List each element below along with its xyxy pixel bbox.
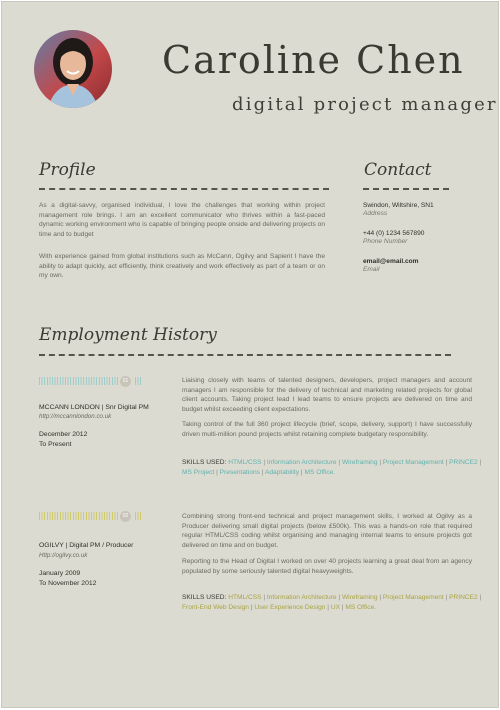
job-2-date-to: To November 2012 (39, 579, 97, 587)
job-1-company: MCCANN LONDON | Snr Digital PM (39, 404, 149, 411)
job-2-stripe-bar (39, 512, 119, 520)
profile-divider (39, 188, 329, 190)
skills-label: SKILLS USED: (182, 594, 229, 601)
skill-tag: UX (330, 604, 341, 612)
skill-separator: | (377, 594, 383, 601)
job-2-number-badge: 02 (120, 511, 131, 522)
job-2-paragraph-2: Reporting to the Head of Digital I worked on over 40 projects learning a great deal from an agency populated by some seriously talented digital heavyweights. (182, 558, 472, 575)
job-2-company: OGILVY | Digital PM / Producer (39, 542, 134, 549)
skill-tag: MS Project (182, 469, 215, 477)
job-1-date-to: To Present (39, 440, 72, 448)
skill-tag: Wireframing (341, 459, 378, 466)
address-label: Address (363, 210, 388, 217)
skill-separator: | (325, 604, 331, 612)
skill-tag: Project Management (382, 594, 444, 601)
job-2-url[interactable]: Http://ogilvy.co.uk (39, 552, 88, 559)
job-2-date-from: January 2009 (39, 570, 81, 577)
skill-tag: Adaptability (264, 469, 300, 477)
skill-separator: | (299, 469, 305, 477)
skill-separator: | (477, 459, 482, 466)
job-1-paragraph-2: Taking control of the full 360 project lifecycle (brief, scope, delivery, support) I have successfully driven multi-million pound projects whilst retaining complete budgetary responsibility. (182, 421, 472, 438)
skill-tag: MS Office. (304, 469, 336, 477)
profile-photo (34, 30, 112, 108)
skill-separator: | (477, 594, 482, 601)
job-1-url[interactable]: http://mccannlondon.co.uk (39, 413, 112, 420)
phone-label: Phone Number (363, 238, 408, 245)
skill-separator: | (377, 459, 383, 466)
profile-heading: Profile (39, 160, 96, 180)
job-1-date-from: December 2012 (39, 431, 88, 438)
job-1-marker (39, 377, 143, 385)
skill-tag: Project Management (382, 459, 444, 466)
contact-heading: Contact (364, 160, 432, 180)
skill-tag: HTML/CSS (228, 594, 262, 601)
employment-divider (39, 354, 451, 356)
candidate-name: Caroline Chen (162, 38, 465, 82)
skill-separator: | (261, 459, 267, 466)
skill-tag: PRINCE2 (449, 594, 478, 601)
address-value: Swindon, Wiltshire, SN1 (363, 202, 434, 209)
job-1-dates (39, 430, 87, 449)
job-2-paragraph-1: Combining strong front-end technical and project management skills, I worked at Ogilvy as a Producer delivering small digital projects (below £500k). This was a hands-on role that required regular HTML/CSS coding whilst organising and managing internal teams to ensure projects got delivered on time and on budget. (182, 513, 472, 549)
phone-value[interactable]: +44 (0) 1234 567890 (363, 230, 425, 237)
job-1-skills (182, 458, 482, 478)
skills-label: SKILLS USED: (182, 459, 229, 466)
job-2-stripe-tail (135, 512, 143, 520)
skill-separator: | (336, 459, 342, 466)
skill-separator: | (443, 459, 450, 466)
job-2-marker (39, 512, 143, 520)
skill-tag: Wireframing (341, 594, 378, 601)
skill-separator: | (248, 604, 255, 612)
contact-phone (363, 230, 424, 245)
contact-email (363, 258, 419, 273)
job-2-dates (39, 569, 96, 588)
skill-separator: | (443, 594, 450, 601)
skill-separator: | (214, 469, 220, 477)
contact-address (363, 202, 434, 217)
profile-paragraph-2: With experience gained from global institutions such as McCann, Ogilvy and Sapient I have the ability to adapt quickly, act efficiently, think creatively and work effectively as part of a team or on my own. (39, 253, 325, 280)
skill-tag: MS Office. (345, 604, 377, 612)
resume-page (1, 1, 499, 708)
skill-tag: PRINCE2 (449, 459, 478, 466)
email-value[interactable]: email@email.com (363, 258, 419, 265)
job-1-paragraph-1: Liaising closely with teams of talented designers, developers, project managers and account managers I am responsible for the delivery of technical and marketing related projects for global client accounts. Taking project lead I lead teams to ensure projects are delivered on time and budget whilst exceeding client expectations. (182, 377, 472, 413)
job-2-skills (182, 593, 482, 613)
skill-tag: Front-End Web Design (182, 604, 249, 612)
skill-separator: | (261, 594, 267, 601)
job-1-stripe-tail (135, 377, 143, 385)
skill-tag: User Experience Design (254, 604, 326, 612)
skill-separator: | (259, 469, 265, 477)
candidate-title: digital project manager (232, 94, 498, 115)
profile-paragraph-1: As a digital-savvy, organised individual, I love the challenges that working within project management role brings. I am an excellent communicator who thrives within a fast-paced dynamic working environment who is capable of bringing people onside and delivering projects on time and to budget (39, 202, 325, 238)
skill-tag: Information Architecture (266, 594, 337, 601)
contact-divider (363, 188, 449, 190)
employment-heading: Employment History (39, 325, 217, 345)
skill-separator: | (340, 604, 346, 612)
skill-separator: | (336, 594, 342, 601)
job-1-number-badge: 01 (120, 376, 131, 387)
email-label: Email (363, 266, 380, 273)
skill-tag: HTML/CSS (228, 459, 262, 466)
job-1-stripe-bar (39, 377, 119, 385)
skill-tag: Information Architecture (266, 459, 337, 466)
skill-tag: Presentations (219, 469, 260, 477)
